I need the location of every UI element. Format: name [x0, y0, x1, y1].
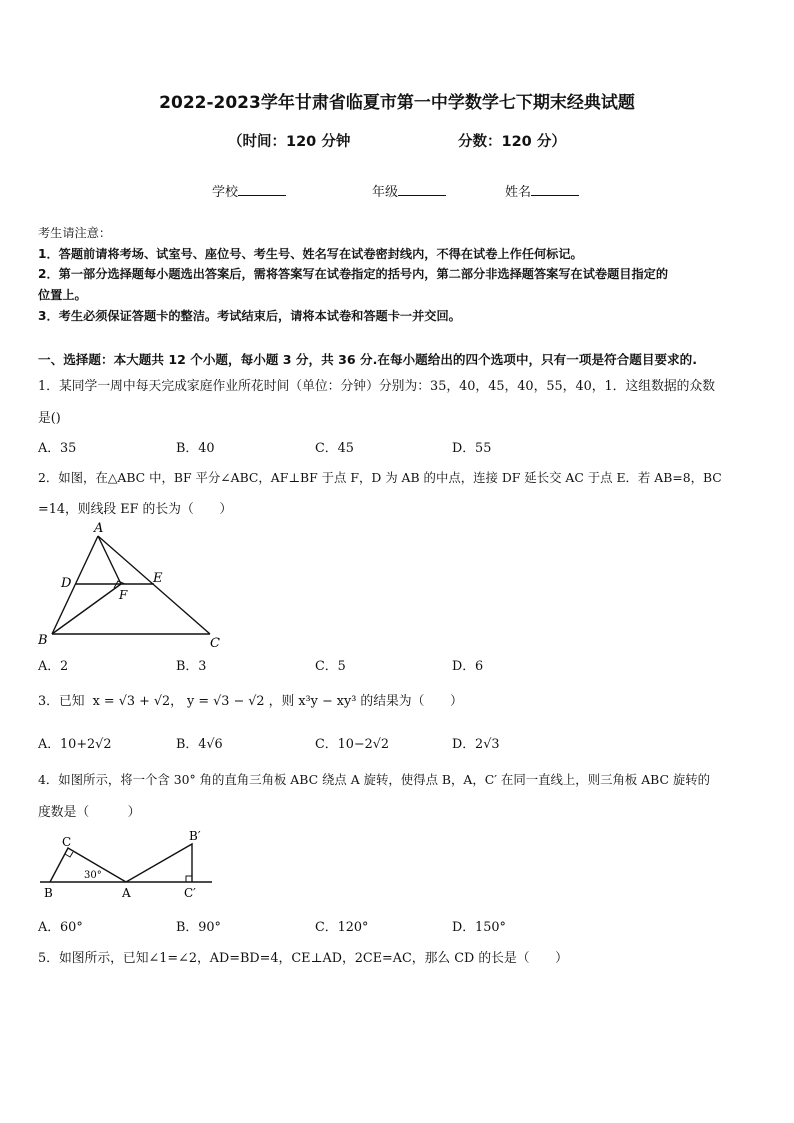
q3-y-expression: y = √3 − √2	[187, 694, 265, 709]
q5-stem: 5．如图所示，已知∠1=∠2，AD=BD=4，CE⊥AD，2CE=AC，那么 CD 的长是（ ）	[38, 951, 568, 966]
label-c-prime: C′	[184, 886, 196, 900]
q2-option-b[interactable]: B．3	[176, 659, 207, 674]
q4-option-d[interactable]: D．150°	[452, 920, 506, 935]
page-title: 2022-2023学年甘肃省临夏市第一中学数学七下期末经典试题	[159, 93, 635, 113]
q2-triangle-figure	[30, 518, 230, 652]
grade-blank[interactable]	[398, 183, 446, 196]
section-heading: 一、选择题：本大题共 12 个小题，每小题 3 分，共 36 分.在每小题给出的四个选项中，只有一项是符合题目要求的.	[38, 352, 698, 367]
grade-field	[372, 181, 446, 200]
q4-option-b[interactable]: B．90°	[176, 920, 221, 935]
q1-option-b[interactable]: B．40	[176, 441, 215, 456]
q4-stem-cont: 度数是（ ）	[38, 805, 141, 820]
q4-option-c[interactable]: C．120°	[315, 920, 369, 935]
segment-af	[98, 536, 121, 584]
label-b-prime: B′	[189, 829, 201, 843]
label-a: A	[122, 886, 131, 900]
label-a: A	[94, 521, 104, 536]
q3-option-a[interactable]: A．10+2√2	[38, 737, 112, 752]
q3-x-expression: x = √3 + √2	[92, 694, 171, 709]
q2-stem: 2．如图，在△ABC 中，BF 平分∠ABC，AF⊥BF 于点 F，D 为 AB 的中点，连接 DF 延长交 AC 于点 E．若 AB=8，BC	[38, 470, 722, 485]
q2-option-a[interactable]: A．2	[38, 659, 69, 674]
q3-prefix: 3．已知	[38, 694, 85, 709]
name-blank[interactable]	[531, 183, 579, 196]
q1-stem-cont: 是()	[38, 411, 61, 426]
q4-rotation-figure	[36, 826, 226, 906]
segment-bf	[52, 584, 121, 634]
q3-option-d[interactable]: D．2√3	[452, 737, 500, 752]
school-label: 学校	[212, 185, 239, 200]
q4-stem: 4．如图所示，将一个含 30° 角的直角三角板 ABC 绕点 A 旋转，使得点 B，A，C′ 在同一直线上，则三角板 ABC 旋转的	[38, 772, 711, 787]
q1-stem: 1．某同学一周中每天完成家庭作业所花时间（单位：分钟）分别为：35，40，45，40，55，40，1．这组数据的众数	[38, 379, 716, 394]
q3-option-c[interactable]: C．10−2√2	[315, 737, 390, 752]
notice-item-3: 3．考生必须保证答题卡的整洁。考试结束后，请将本试卷和答题卡一并交回。	[38, 309, 461, 323]
exam-time: （时间：120 分钟	[228, 134, 351, 150]
label-angle-30: 30°	[84, 870, 102, 881]
side-ab	[52, 536, 98, 634]
notice-item-2-cont: 位置上。	[38, 288, 87, 302]
q2-option-c[interactable]: C．5	[315, 659, 346, 674]
q4-option-a[interactable]: A．60°	[38, 920, 83, 935]
q3-stem: 3．已知 x = √3 + √2， y = √3 − √2 ，则 x³y − xy³ 的结果为（ ）	[38, 694, 463, 709]
grade-label: 年级	[372, 185, 399, 200]
q2-option-d[interactable]: D．6	[452, 659, 484, 674]
school-field	[212, 181, 286, 200]
triangle-ab-c-prime	[126, 844, 192, 882]
q3-suffix: ，则 x³y − xy³ 的结果为（ ）	[268, 694, 463, 709]
label-b: B	[44, 886, 53, 900]
label-e: E	[153, 571, 163, 586]
notice-item-1: 1．答题前请将考场、试室号、座位号、考生号、姓名写在试卷密封线内，不得在试卷上作任何标记。	[38, 247, 583, 261]
label-c: C	[210, 636, 220, 651]
notice-item-2: 2．第一部分选择题每小题选出答案后，需将答案写在试卷指定的括号内，第二部分非选择题答案写在试卷题目指定的	[38, 267, 669, 281]
name-label: 姓名	[505, 185, 532, 200]
q1-option-a[interactable]: A．35	[38, 441, 77, 456]
q2-stem-cont: =14，则线段 EF 的长为（ ）	[38, 502, 233, 517]
q1-option-d[interactable]: D．55	[452, 441, 492, 456]
q1-option-c[interactable]: C．45	[315, 441, 354, 456]
label-b: B	[38, 633, 48, 648]
name-field	[505, 181, 579, 200]
q3-option-b[interactable]: B．4√6	[176, 737, 223, 752]
label-d: D	[61, 576, 72, 591]
exam-score: 分数：120 分）	[458, 134, 566, 150]
label-c: C	[62, 835, 72, 849]
label-f: F	[119, 588, 128, 602]
school-blank[interactable]	[238, 183, 286, 196]
notice-heading: 考生请注意：	[38, 226, 112, 240]
right-angle-mark-c-prime	[186, 876, 192, 882]
